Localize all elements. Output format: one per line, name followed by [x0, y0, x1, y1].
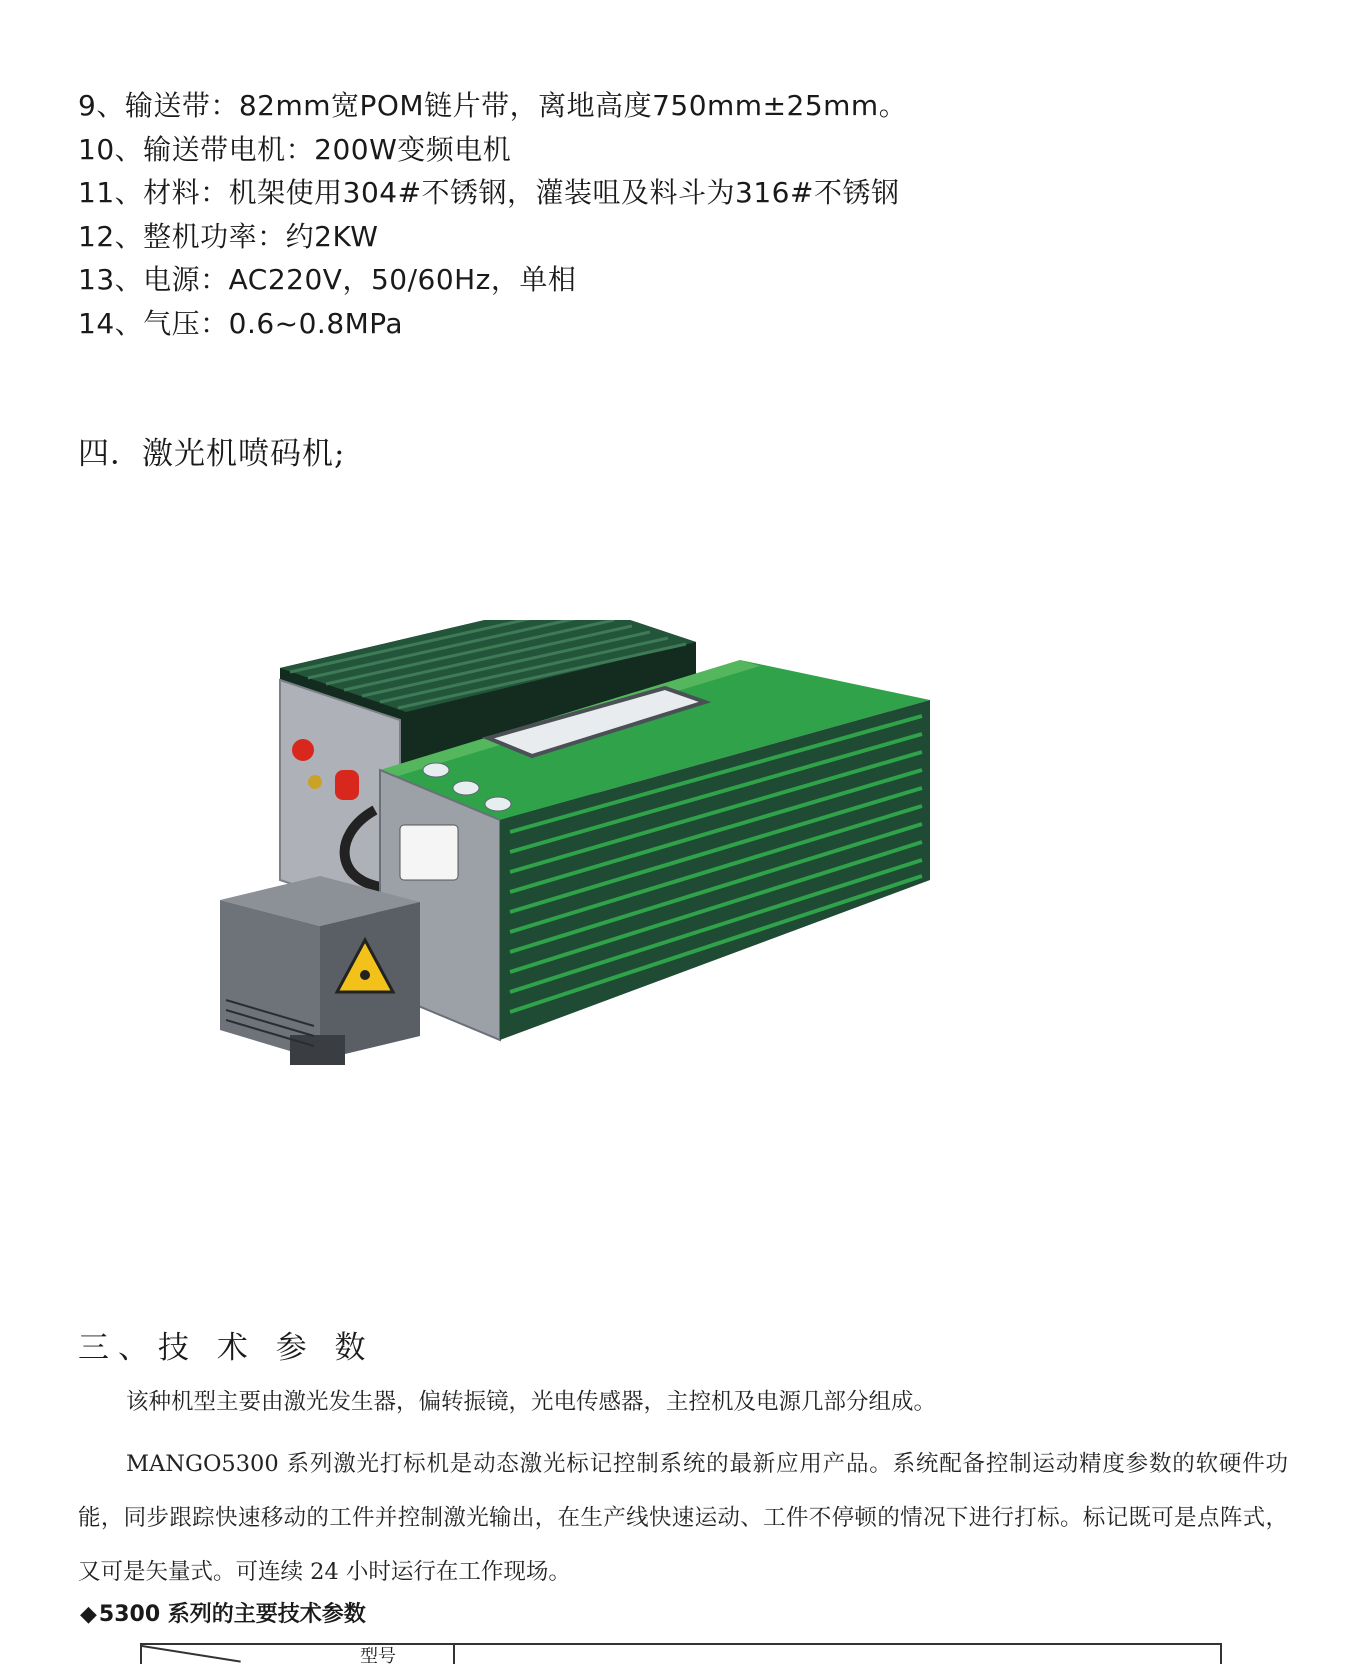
- params-subheading: [80, 1597, 366, 1628]
- spec-item: 13、电源：AC220V，50/60Hz，单相: [78, 263, 577, 296]
- spec-list: [78, 84, 907, 345]
- section-title-laser-coder: 四．激光机喷码机;: [78, 436, 346, 472]
- status-label: [400, 825, 458, 880]
- table-header-model: 型号: [360, 1646, 396, 1664]
- panel-button: [485, 797, 511, 811]
- intro-paragraph: 该种机型主要由激光发生器，偏转振镜，光电传感器，主控机及电源几部分组成。: [126, 1389, 937, 1415]
- diamond-bullet-icon: ◆: [80, 1602, 97, 1627]
- params-subheading-text: 5300 系列的主要技术参数: [98, 1602, 366, 1627]
- laser-coder-photo: [200, 620, 1040, 1180]
- table-diagonal: [142, 1645, 241, 1663]
- key-switch: [308, 775, 322, 789]
- panel-button: [423, 763, 449, 777]
- spec-item: 14、气压：0.6~0.8MPa: [78, 306, 404, 340]
- spec-item: 12、整机功率：约2KW: [78, 219, 379, 253]
- spec-item: 10、输送带电机：200W变频电机: [78, 132, 512, 166]
- params-table: [140, 1643, 1222, 1664]
- scan-head: [220, 876, 420, 1065]
- panel-button: [453, 781, 479, 795]
- description-paragraph: MANGO5300 系列激光打标机是动态激光标记控制系统的最新应用产品。系统配备控制运动精度参数的软硬件功能，同步跟踪快速移动的工件并控制激光输出，在生产线快速运动、工件不停顿的情况下进行打标。标记既可是点阵式，又可是矢量式。可连续 24 小时运行在工作现场。: [78, 1451, 1288, 1585]
- spec-item: 9、输送带：82mm宽POM链片带，离地高度750mm±25mm。: [78, 89, 908, 122]
- table-column-divider: [453, 1645, 455, 1664]
- red-connector: [335, 770, 359, 800]
- section-title-tech-params: 三、技 术 参 数: [78, 1330, 375, 1366]
- spec-item: 11、材料：机架使用304#不锈钢，灌装咀及料斗为316#不锈钢: [78, 176, 900, 209]
- power-terminal: [292, 739, 314, 761]
